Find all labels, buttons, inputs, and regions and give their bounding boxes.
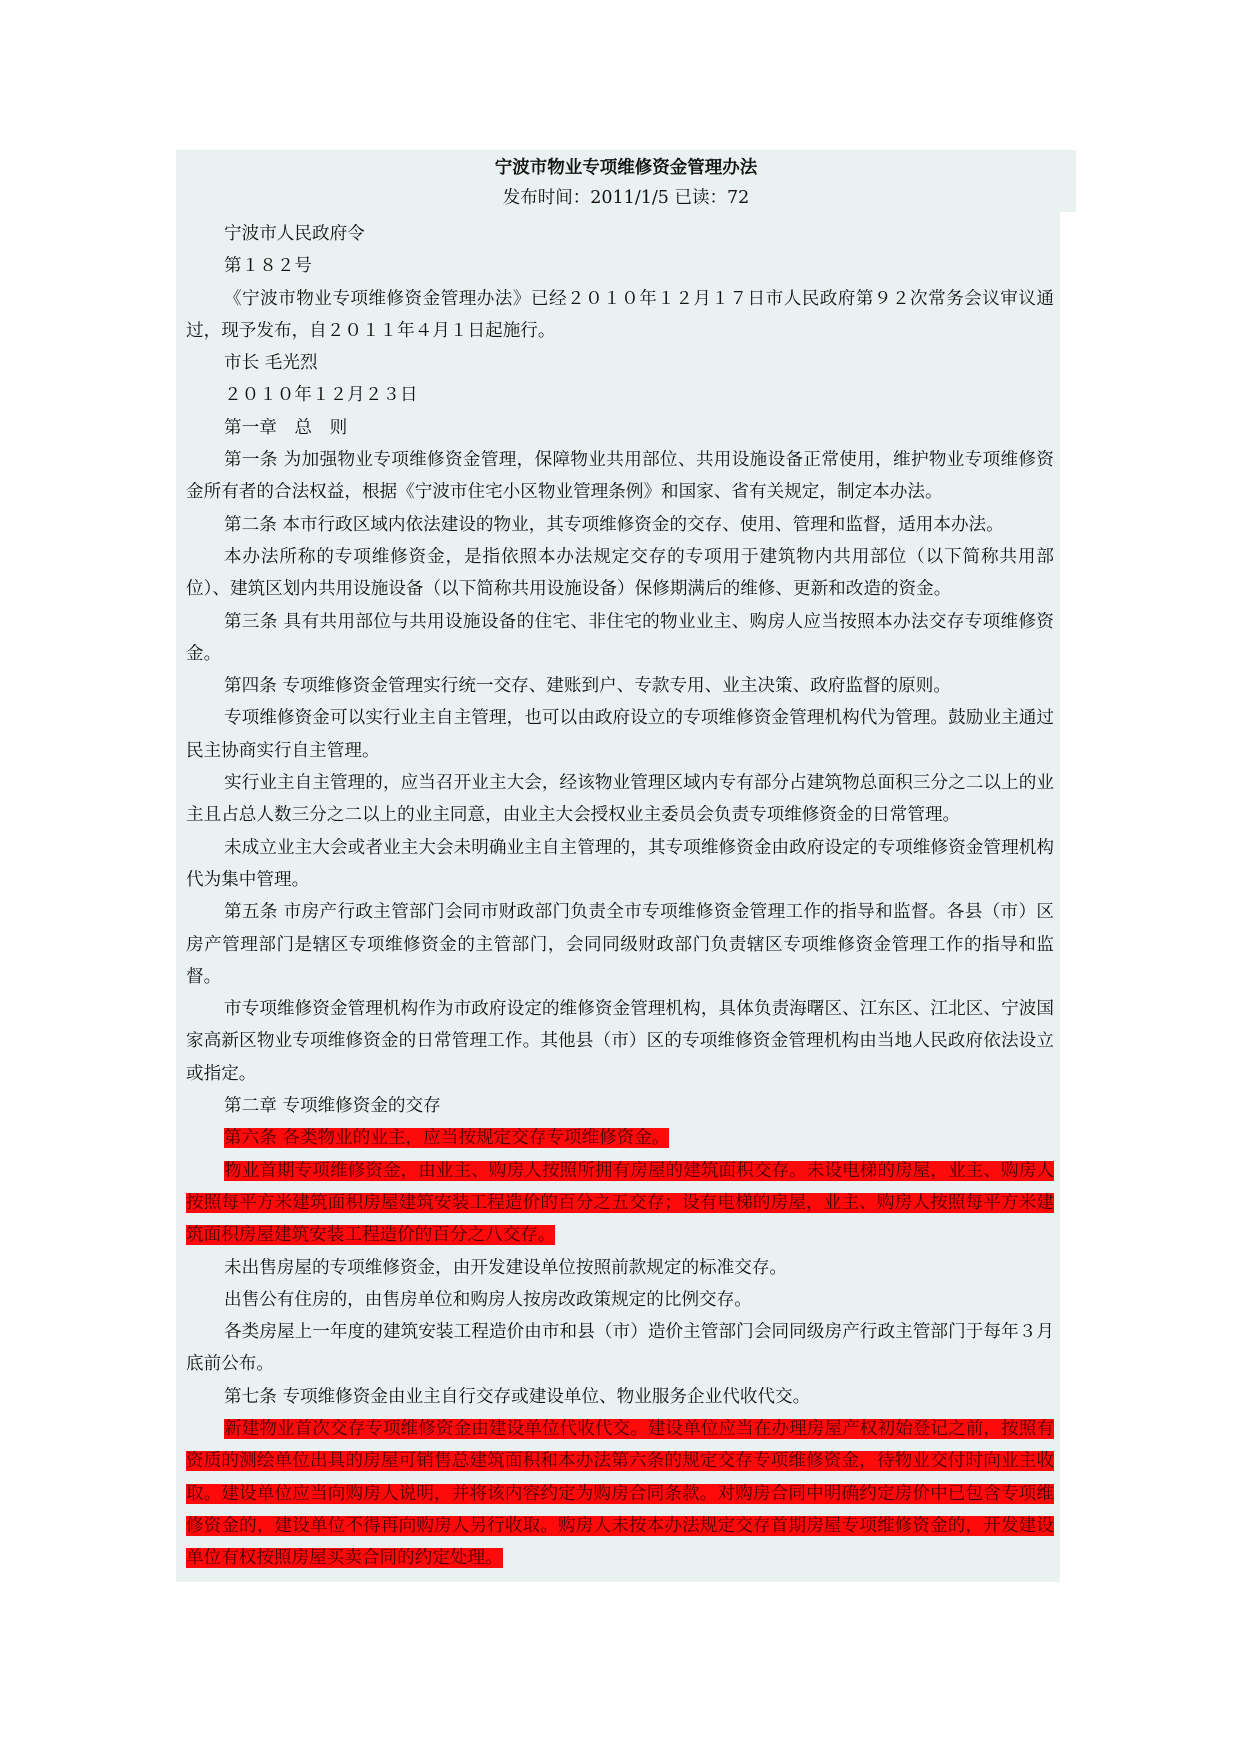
publish-meta: 发布时间：2011/1/5 已读：72 [502,188,750,208]
paragraph [186,832,1054,897]
paragraph [186,1090,1054,1122]
paragraph [186,444,1054,509]
paragraph [186,509,1054,541]
paragraph [186,1381,1054,1413]
paragraph-text: 第四条 专项维修资金管理实行统一交存、建账到户、专款专用、业主决策、政府监督的原则。 [224,676,951,697]
paragraph [186,702,1054,767]
paragraph-text: 第六条 各类物业的业主，应当按规定交存专项维修资金。 [224,1128,670,1149]
paragraph [186,767,1054,832]
paragraph [186,218,1054,250]
paragraph-text: 物业首期专项维修资金，由业主、购房人按照所拥有房屋的建筑面积交存。未设电梯的房屋，业主、购房人按照每平方米建筑面积房屋建筑安装工程造价的百分之五交存；设有电梯的房屋，业主、购房人按照每平方米建筑面积房屋建筑安装工程造价的百分之八交存。 [186,1160,1054,1246]
paragraph [186,379,1054,411]
paragraph [186,541,1054,606]
document-title: 宁波市物业专项维修资金管理办法 [494,158,758,178]
highlighted-paragraph [186,1155,1054,1252]
paragraph-text: 未成立业主大会或者业主大会未明确业主自主管理的，其专项维修资金由政府设定的专项维修资金管理机构代为集中管理。 [186,837,1054,890]
paragraph-text: 《宁波市物业专项维修资金管理办法》已经２０１０年１２月１７日市人民政府第９２次常务会议审议通过，现予发布，自２０１１年４月１日起施行。 [186,288,1054,341]
paragraph [186,412,1054,444]
paragraph [186,283,1054,348]
paragraph-text: 第二条 本市行政区域内依法建设的物业，其专项维修资金的交存、使用、管理和监督，适用本办法。 [224,514,1004,535]
paragraph-text: 第五条 市房产行政主管部门会同市财政部门负责全市专项维修资金管理工作的指导和监督。各县（市）区房产管理部门是辖区专项维修资金的主管部门，会同同级财政部门负责辖区专项维修资金管理工作的指导和监督。 [186,902,1054,987]
paragraph-text: 未出售房屋的专项维修资金，由开发建设单位按照前款规定的标准交存。 [224,1257,788,1278]
paragraph [186,670,1054,702]
paragraph [186,1284,1054,1316]
paragraph-text: 第１８２号 [224,256,312,277]
paragraph-text: 第七条 专项维修资金由业主自行交存或建设单位、物业服务企业代收代交。 [224,1386,811,1407]
paragraph [186,1316,1054,1381]
paragraph-text: 第二章 专项维修资金的交存 [224,1096,441,1117]
paragraph [186,250,1054,282]
paragraph-text: 新建物业首次交存专项维修资金由建设单位代收代交。建设单位应当在办理房屋产权初始登记之前，按照有资质的测绘单位出具的房屋可销售总建筑面积和本办法第六条的规定交存专项维修资金，待物业交付时向业主收取。建设单位应当向购房人说明，并将该内容约定为购房合同条款。对购房合同中明确约定房价中已包含专项维修资金的，建设单位不得再向购房人另行收取。购房人未按本办法规定交存首期房屋专项维修资金的，开发建设单位有权按照房屋买卖合同的约定处理。 [186,1418,1054,1569]
paragraph [186,606,1054,671]
paragraph-text: 本办法所称的专项维修资金，是指依照本办法规定交存的专项用于建筑物内共用部位（以下简称共用部位）、建筑区划内共用设施设备（以下简称共用设施设备）保修期满后的维修、更新和改造的资金。 [186,546,1054,600]
highlighted-paragraph [186,1413,1054,1574]
paragraph-text: 第一条 为加强物业专项维修资金管理，保障物业共用部位、共用设施设备正常使用，维护物业专项维修资金所有者的合法权益，根据《宁波市住宅小区物业管理条例》和国家、省有关规定，制定本办法。 [186,450,1054,503]
paragraph [186,993,1054,1090]
highlighted-paragraph [186,1122,1054,1154]
paragraph-text: 第三条 具有共用部位与共用设施设备的住宅、非住宅的物业业主、购房人应当按照本办法交存专项维修资金。 [186,611,1054,664]
document-body [186,218,1054,1574]
paragraph-text: 市专项维修资金管理机构作为市政府设定的维修资金管理机构，具体负责海曙区、江东区、江北区、宁波国家高新区物业专项维修资金的日常管理工作。其他县（市）区的专项维修资金管理机构由当地人民政府依法设立或指定。 [186,999,1054,1084]
paragraph-text: 宁波市人民政府令 [224,224,365,244]
paragraph-text: 各类房屋上一年度的建筑安装工程造价由市和县（市）造价主管部门会同同级房产行政主管部门于每年３月底前公布。 [186,1322,1054,1375]
paragraph [186,896,1054,993]
paragraph-text: 实行业主自主管理的，应当召开业主大会，经该物业管理区域内专有部分占建筑物总面积三分之二以上的业主且占总人数三分之二以上的业主同意，由业主大会授权业主委员会负责专项维修资金的日常管理。 [186,773,1054,826]
paragraph [186,347,1054,379]
paragraph-text: ２０１０年１２月２３日 [224,385,418,406]
paragraph [186,1252,1054,1284]
paragraph-text: 专项维修资金可以实行业主自主管理，也可以由政府设立的专项维修资金管理机构代为管理。鼓励业主通过民主协商实行自主管理。 [186,708,1054,761]
paragraph-text: 第一章 总 则 [224,417,348,438]
paragraph-text: 市长 毛光烈 [224,353,318,374]
paragraph-text: 出售公有住房的，由售房单位和购房人按房改政策规定的比例交存。 [224,1289,752,1310]
